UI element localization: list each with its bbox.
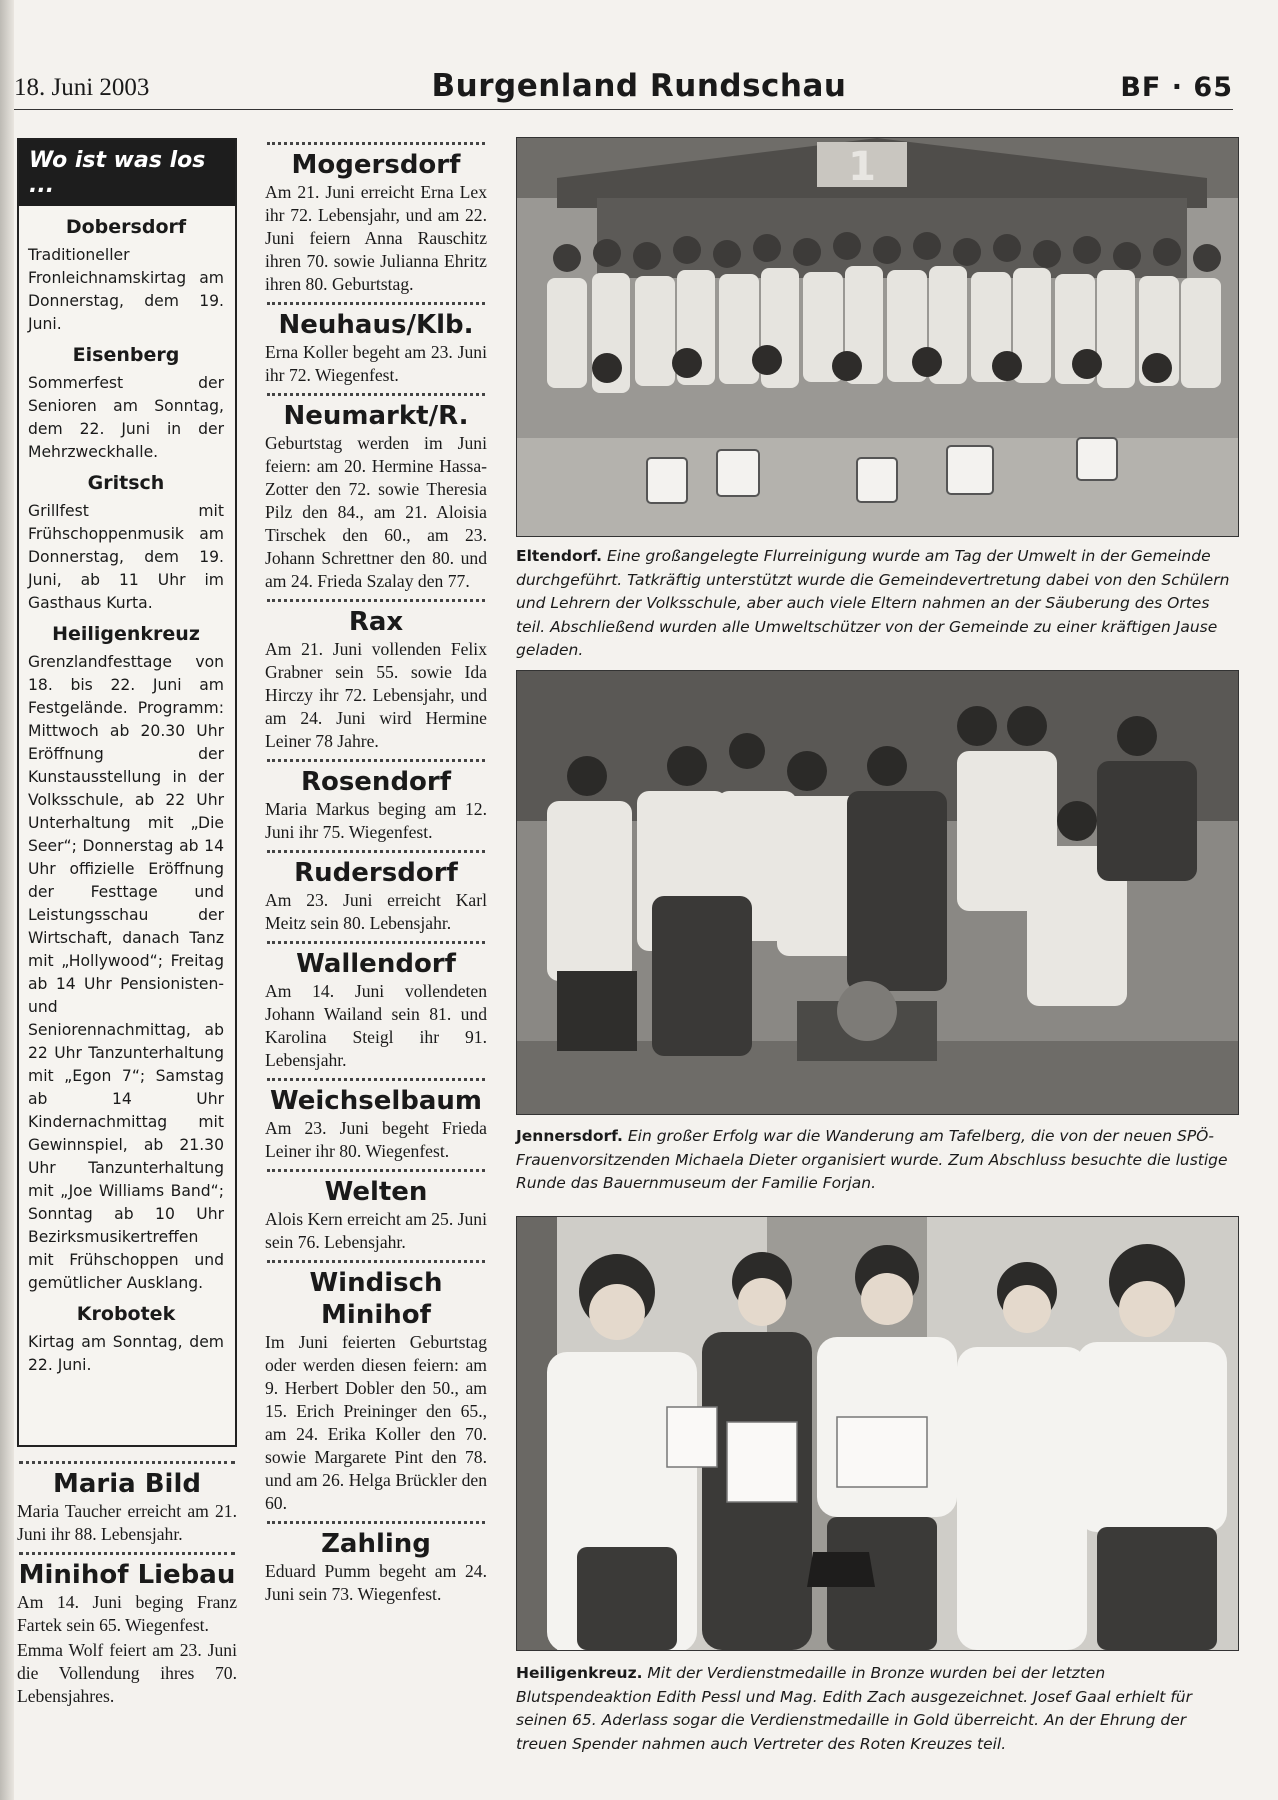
dotted-separator (267, 850, 485, 853)
birthday-place: Neuhaus/Klb. (278, 310, 474, 340)
birthday-text: Maria Taucher erreicht am 21. Juni ihr 88. Lebensjahr. (17, 1501, 237, 1544)
event-place: Gritsch (87, 472, 165, 494)
dotted-separator (267, 1521, 485, 1524)
birthday-place: Zahling (321, 1529, 431, 1559)
caption-text: Ein großer Erfolg war die Wanderung am Tafelberg, die von der neuen SPÖ-Frauenvorsitzenden Michaela Dieter organisiert wurde. Zum Abschluss besuchte die lustige Runde das Bauernmuseum der Familie Forjan. (516, 1127, 1228, 1192)
birthday-place: Rudersdorf (294, 858, 458, 888)
caption-place: Heiligenkreuz. (516, 1664, 643, 1682)
birthday-entry (265, 1267, 487, 1515)
dotted-separator (267, 1260, 485, 1263)
dotted-separator (267, 599, 485, 602)
left-birthday-column (17, 1455, 237, 1710)
dotted-separator (267, 393, 485, 396)
birthday-text: Erna Koller begeht am 23. Juni ihr 72. Wiegenfest. (265, 342, 487, 385)
event-entry (28, 216, 224, 336)
birthday-text: Am 21. Juni erreicht Erna Lex ihr 72. Lebensjahr, und am 22. Juni feiern Anna Rauschitz ihren 70. sowie Julianna Ehritz ihren 80. Geburtstag. (265, 182, 487, 294)
birthday-text: Am 23. Juni erreicht Karl Meitz sein 80. Lebensjahr. (265, 890, 487, 933)
header-rule (14, 109, 1233, 110)
birthday-text: Eduard Pumm begeht am 24. Juni sein 73. Wiegenfest. (265, 1561, 487, 1604)
dotted-separator (267, 142, 485, 145)
birthday-place: Windisch Minihof (309, 1268, 443, 1330)
event-text: Traditioneller Fronleichnamskirtag am Donnerstag, dem 19. Juni. (28, 246, 224, 333)
birthday-column (265, 136, 487, 1608)
dotted-separator (19, 1461, 235, 1464)
caption-text: Mit der Verdienstmedaille in Bronze wurden bei der letzten Blutspendeaktion Edith Pessl und Mag. Edith Zach ausgezeichnet. Josef Gaal erhielt für seinen 65. Aderlass sogar die Verdienstmedaille in Gold überreicht. An der Ehrung der treuen Spender nahmen auch Vertreter des Roten Kreuzes teil. (516, 1664, 1192, 1753)
event-place: Dobersdorf (65, 216, 187, 238)
photo-caption (516, 545, 1238, 663)
birthday-entry (265, 1528, 487, 1606)
page-number: BF · 65 (1120, 72, 1233, 103)
page-edge-shadow (0, 0, 14, 1800)
events-list (19, 216, 235, 1377)
dotted-separator (267, 941, 485, 944)
birthday-place: Rax (348, 607, 404, 637)
dotted-separator (19, 1552, 235, 1555)
event-entry (28, 623, 224, 1295)
photo-jennersdorf-group (516, 670, 1239, 1115)
birthday-place: Wallendorf (296, 949, 456, 979)
birthday-text: Am 23. Juni begeht Frieda Leiner ihr 80. Wiegenfest. (265, 1118, 487, 1161)
birthday-entry (265, 606, 487, 753)
photo-caption (516, 1662, 1238, 1756)
birthday-entry (265, 400, 487, 593)
events-box-heading: Wo ist was los ... (19, 140, 235, 206)
birthday-text: Maria Markus beging am 12. Juni ihr 75. Wiegenfest. (265, 799, 487, 842)
dotted-separator (267, 1078, 485, 1081)
events-box (17, 138, 237, 1447)
event-text: Grenzlandfesttage von 18. bis 22. Juni am Festgelände. Programm: Mittwoch ab 20.30 Uhr Eröffnung der Kunstausstellung in der Volksschule, ab 22 Uhr Unterhaltung mit „Die Seer“; Donnerstag ab 14 Uhr offizielle Eröffnung der Festtage und Leistungsschau der Wirtschaft, danach Tanz mit „Hollywood“; Freitag ab 14 Uhr Pensionisten- und Seniorennachmittag, ab 22 Uhr Tanzunterhaltung mit „Egon 7“; Samstag ab 14 Uhr Kindernachmittag mit Gewinnspiel, ab 21.30 Uhr Tanzunterhaltung mit „Joe Williams Band“; Sonntag ab 10 Uhr Bezirksmusikertreffen mit Frühschoppen und gemütlicher Ausklang. (28, 653, 224, 1292)
birthday-place: Maria Bild (52, 1469, 201, 1499)
birthday-place: Neumarkt/R. (283, 401, 469, 431)
birthday-entry (265, 948, 487, 1072)
event-place: Heiligenkreuz (52, 623, 200, 645)
photo-heiligenkreuz-ceremony (516, 1216, 1239, 1651)
event-entry (28, 1303, 224, 1377)
birthday-place: Mogersdorf (291, 150, 461, 180)
birthday-entry (265, 766, 487, 844)
birthday-text: Emma Wolf feiert am 23. Juni die Vollendung ihres 70. Lebensjahres. (17, 1640, 237, 1706)
photo-eltendorf-image (517, 138, 1238, 536)
photo-eltendorf-group (516, 137, 1239, 537)
newspaper-title: Burgenland Rundschau (431, 68, 847, 104)
birthday-text: Am 14. Juni beging Franz Fartek sein 65. Wiegenfest. (17, 1592, 237, 1635)
birthday-entry (17, 1468, 237, 1546)
event-text: Grillfest mit Frühschoppenmusik am Donnerstag, dem 19. Juni, ab 11 Uhr im Gasthaus Kurta. (28, 502, 224, 612)
birthday-entry (17, 1639, 237, 1708)
photo-jennersdorf-image (517, 671, 1238, 1114)
birthday-text: Alois Kern erreicht am 25. Juni sein 76. Lebensjahr. (265, 1209, 487, 1252)
caption-place: Eltendorf. (516, 547, 603, 565)
dotted-separator (267, 759, 485, 762)
birthday-place: Weichselbaum (270, 1086, 482, 1116)
birthday-entry (265, 1085, 487, 1163)
birthday-entry (265, 1176, 487, 1254)
caption-place: Jennersdorf. (516, 1127, 623, 1145)
birthday-text: Am 21. Juni vollenden Felix Grabner sein 55. sowie Ida Hirczy ihr 72. Lebensjahr, und am 24. Juni wird Hermine Leiner 78 Jahre. (265, 639, 487, 751)
birthday-place: Rosendorf (300, 767, 452, 797)
building-sign-number: 1 (848, 144, 876, 190)
event-place: Eisenberg (72, 344, 180, 366)
event-place: Krobotek (76, 1303, 176, 1325)
issue-date: 18. Juni 2003 (14, 74, 150, 101)
event-entry (28, 344, 224, 464)
birthday-text: Am 14. Juni vollendeten Johann Wailand sein 81. und Karolina Steigl ihr 91. Lebensjahr. (265, 981, 487, 1070)
photo-caption (516, 1125, 1238, 1196)
event-text: Sommerfest der Senioren am Sonntag, dem 22. Juni in der Mehrzweckhalle. (28, 374, 224, 461)
birthday-place: Welten (324, 1177, 428, 1207)
caption-text: Eine großangelegte Flurreinigung wurde am Tag der Umwelt in der Gemeinde durchgeführt. Tatkräftig unterstützt wurde die Gemeindevertretung dabei von den Schülern und Lehrern der Volksschule, aber auch viele Eltern nahmen an der Säuberung des Ortes teil. Abschließend wurden alle Umweltschützer von der Gemeinde zu einer kräftigen Jause geladen. (516, 547, 1230, 659)
birthday-entry (265, 857, 487, 935)
photo-heiligenkreuz-image (517, 1217, 1238, 1650)
birthday-entry (265, 149, 487, 296)
event-text: Kirtag am Sonntag, dem 22. Juni. (28, 1333, 224, 1374)
event-entry (28, 472, 224, 615)
birthday-entry (17, 1559, 237, 1637)
birthday-place: Minihof Liebau (18, 1560, 236, 1590)
birthday-entry (265, 309, 487, 387)
dotted-separator (267, 1169, 485, 1172)
dotted-separator (267, 302, 485, 305)
birthday-text: Im Juni feierten Geburtstag oder werden diesen feiern: am 9. Herbert Dobler den 50., am 15. Erich Preininger den 65., am 24. Erika Koller den 70. sowie Margarete Pint den 78. und am 26. Helga Brückler den 60. (265, 1332, 487, 1513)
birthday-text: Geburtstag werden im Juni feiern: am 20. Hermine Hassa-Zotter den 72. sowie Theresia Pilz den 84., am 21. Aloisia Tirschek den 60., am 23. Johann Schrettner den 80. und am 24. Frieda Szalay den 77. (265, 433, 487, 591)
